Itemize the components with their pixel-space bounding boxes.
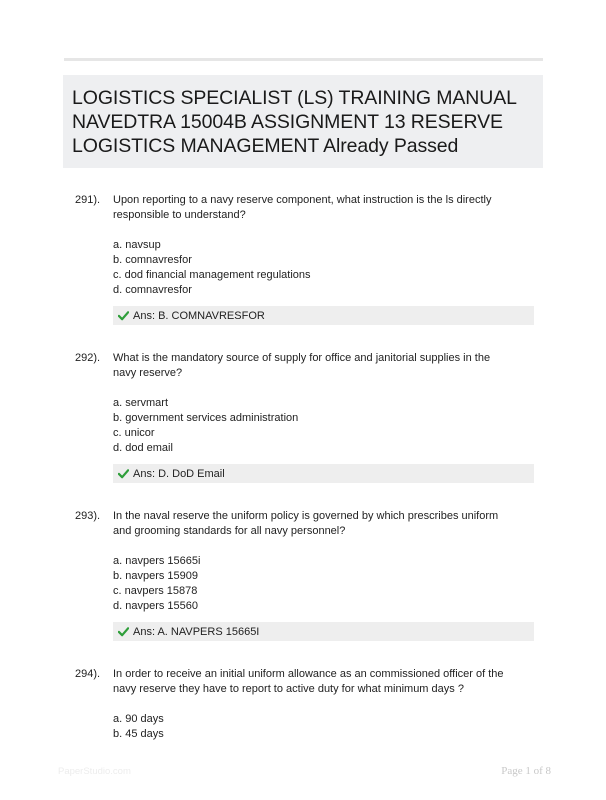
answer-text: Ans: B. COMNAVRESFOR xyxy=(133,309,265,322)
option-item: b. navpers 15909 xyxy=(113,570,199,582)
watermark-text: PaperStudio.com xyxy=(58,766,131,777)
option-list xyxy=(113,396,298,456)
page-title: LOGISTICS SPECIALIST (LS) TRAINING MANUAL NAVEDTRA 15004B ASSIGNMENT 13 RESERVE LOGISTICS MANAGEMENT Already Passed xyxy=(72,87,517,157)
option-item: d. navpers 15560 xyxy=(113,600,199,612)
option-item: d. comnavresfor xyxy=(113,284,192,296)
question-number: 293). xyxy=(75,510,101,522)
option-list xyxy=(113,712,164,742)
question-number: 291). xyxy=(75,194,101,206)
option-item: a. navpers 15665i xyxy=(113,555,201,567)
option-item: b. comnavresfor xyxy=(113,254,192,266)
question-text: In order to receive an initial uniform allowance as an commissioned officer of the navy reserve they have to report to active duty for what minimum days ? xyxy=(113,668,504,695)
question-text: What is the mandatory source of supply for office and janitorial supplies in the navy reserve? xyxy=(113,352,491,379)
answer-box xyxy=(113,306,534,325)
answer-text: Ans: D. DoD Email xyxy=(133,467,225,480)
option-item: b. government services administration xyxy=(113,412,299,424)
answer-box xyxy=(113,622,534,641)
option-item: a. servmart xyxy=(113,397,169,409)
page-number: Page 1 of 8 xyxy=(501,765,551,777)
option-item: d. dod email xyxy=(113,442,173,454)
option-item: c. dod financial management regulations xyxy=(113,269,311,281)
question-text: In the naval reserve the uniform policy is governed by which prescribes uniform and grooming standards for all navy personnel? xyxy=(113,510,499,537)
checkmark-icon xyxy=(118,626,129,637)
option-list xyxy=(113,554,200,614)
answer-text: Ans: A. NAVPERS 15665I xyxy=(133,625,260,638)
top-divider xyxy=(64,58,543,61)
option-list xyxy=(113,238,311,298)
option-item: a. 90 days xyxy=(113,713,164,725)
title-banner xyxy=(63,75,543,168)
option-item: b. 45 days xyxy=(113,728,164,740)
option-item: c. unicor xyxy=(113,427,155,439)
question-number: 294). xyxy=(75,668,101,680)
question-text: Upon reporting to a navy reserve component, what instruction is the ls directly responsible to understand? xyxy=(113,194,492,221)
option-item: a. navsup xyxy=(113,239,161,251)
checkmark-icon xyxy=(118,310,129,321)
option-item: c. navpers 15878 xyxy=(113,585,198,597)
checkmark-icon xyxy=(118,468,129,479)
question-number: 292). xyxy=(75,352,101,364)
answer-box xyxy=(113,464,534,483)
